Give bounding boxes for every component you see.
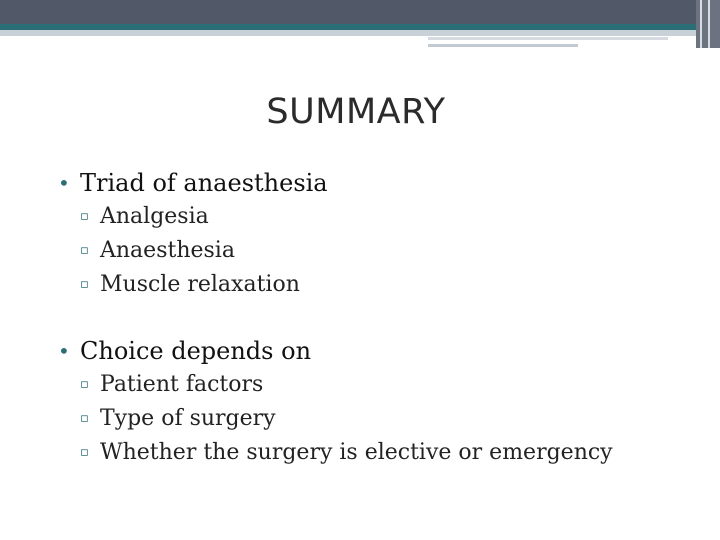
- list-item: [58, 402, 698, 436]
- list-item: [58, 268, 698, 302]
- header-corner-block: [696, 0, 720, 48]
- square-bullet-icon: ▫: [80, 445, 89, 460]
- section-heading-text: Triad of anaesthesia: [80, 169, 328, 197]
- header-bar-light: [0, 30, 720, 36]
- section-heading-text: Choice depends on: [80, 337, 312, 365]
- list-item-text: Muscle relaxation: [100, 272, 300, 297]
- list-item-text: Analgesia: [100, 204, 209, 229]
- corner-stripe: [708, 0, 710, 48]
- list-item-text: Whether the surgery is elective or emergency: [100, 440, 613, 465]
- list-item-text: Type of surgery: [100, 406, 276, 431]
- list-item: [58, 436, 698, 470]
- list-item: [58, 200, 698, 234]
- corner-stripe: [700, 0, 702, 48]
- header-bar-dark: [0, 0, 720, 24]
- header-accent-line: [428, 37, 668, 40]
- round-bullet-icon: •: [58, 339, 70, 363]
- slide-title: [0, 92, 712, 132]
- square-bullet-icon: ▫: [80, 209, 89, 224]
- slide-title-text: SUMMARY: [266, 92, 446, 132]
- section-heading: [58, 166, 698, 200]
- header-accent-line-short: [428, 44, 578, 47]
- section-heading: [58, 334, 698, 368]
- round-bullet-icon: •: [58, 171, 70, 195]
- square-bullet-icon: ▫: [80, 243, 89, 258]
- list-item-text: Anaesthesia: [100, 238, 235, 263]
- list-item: [58, 368, 698, 402]
- square-bullet-icon: ▫: [80, 277, 89, 292]
- slide-body: [58, 166, 698, 470]
- square-bullet-icon: ▫: [80, 411, 89, 426]
- section-spacer: [58, 302, 698, 334]
- square-bullet-icon: ▫: [80, 377, 89, 392]
- list-item: [58, 234, 698, 268]
- list-item-text: Patient factors: [100, 372, 264, 397]
